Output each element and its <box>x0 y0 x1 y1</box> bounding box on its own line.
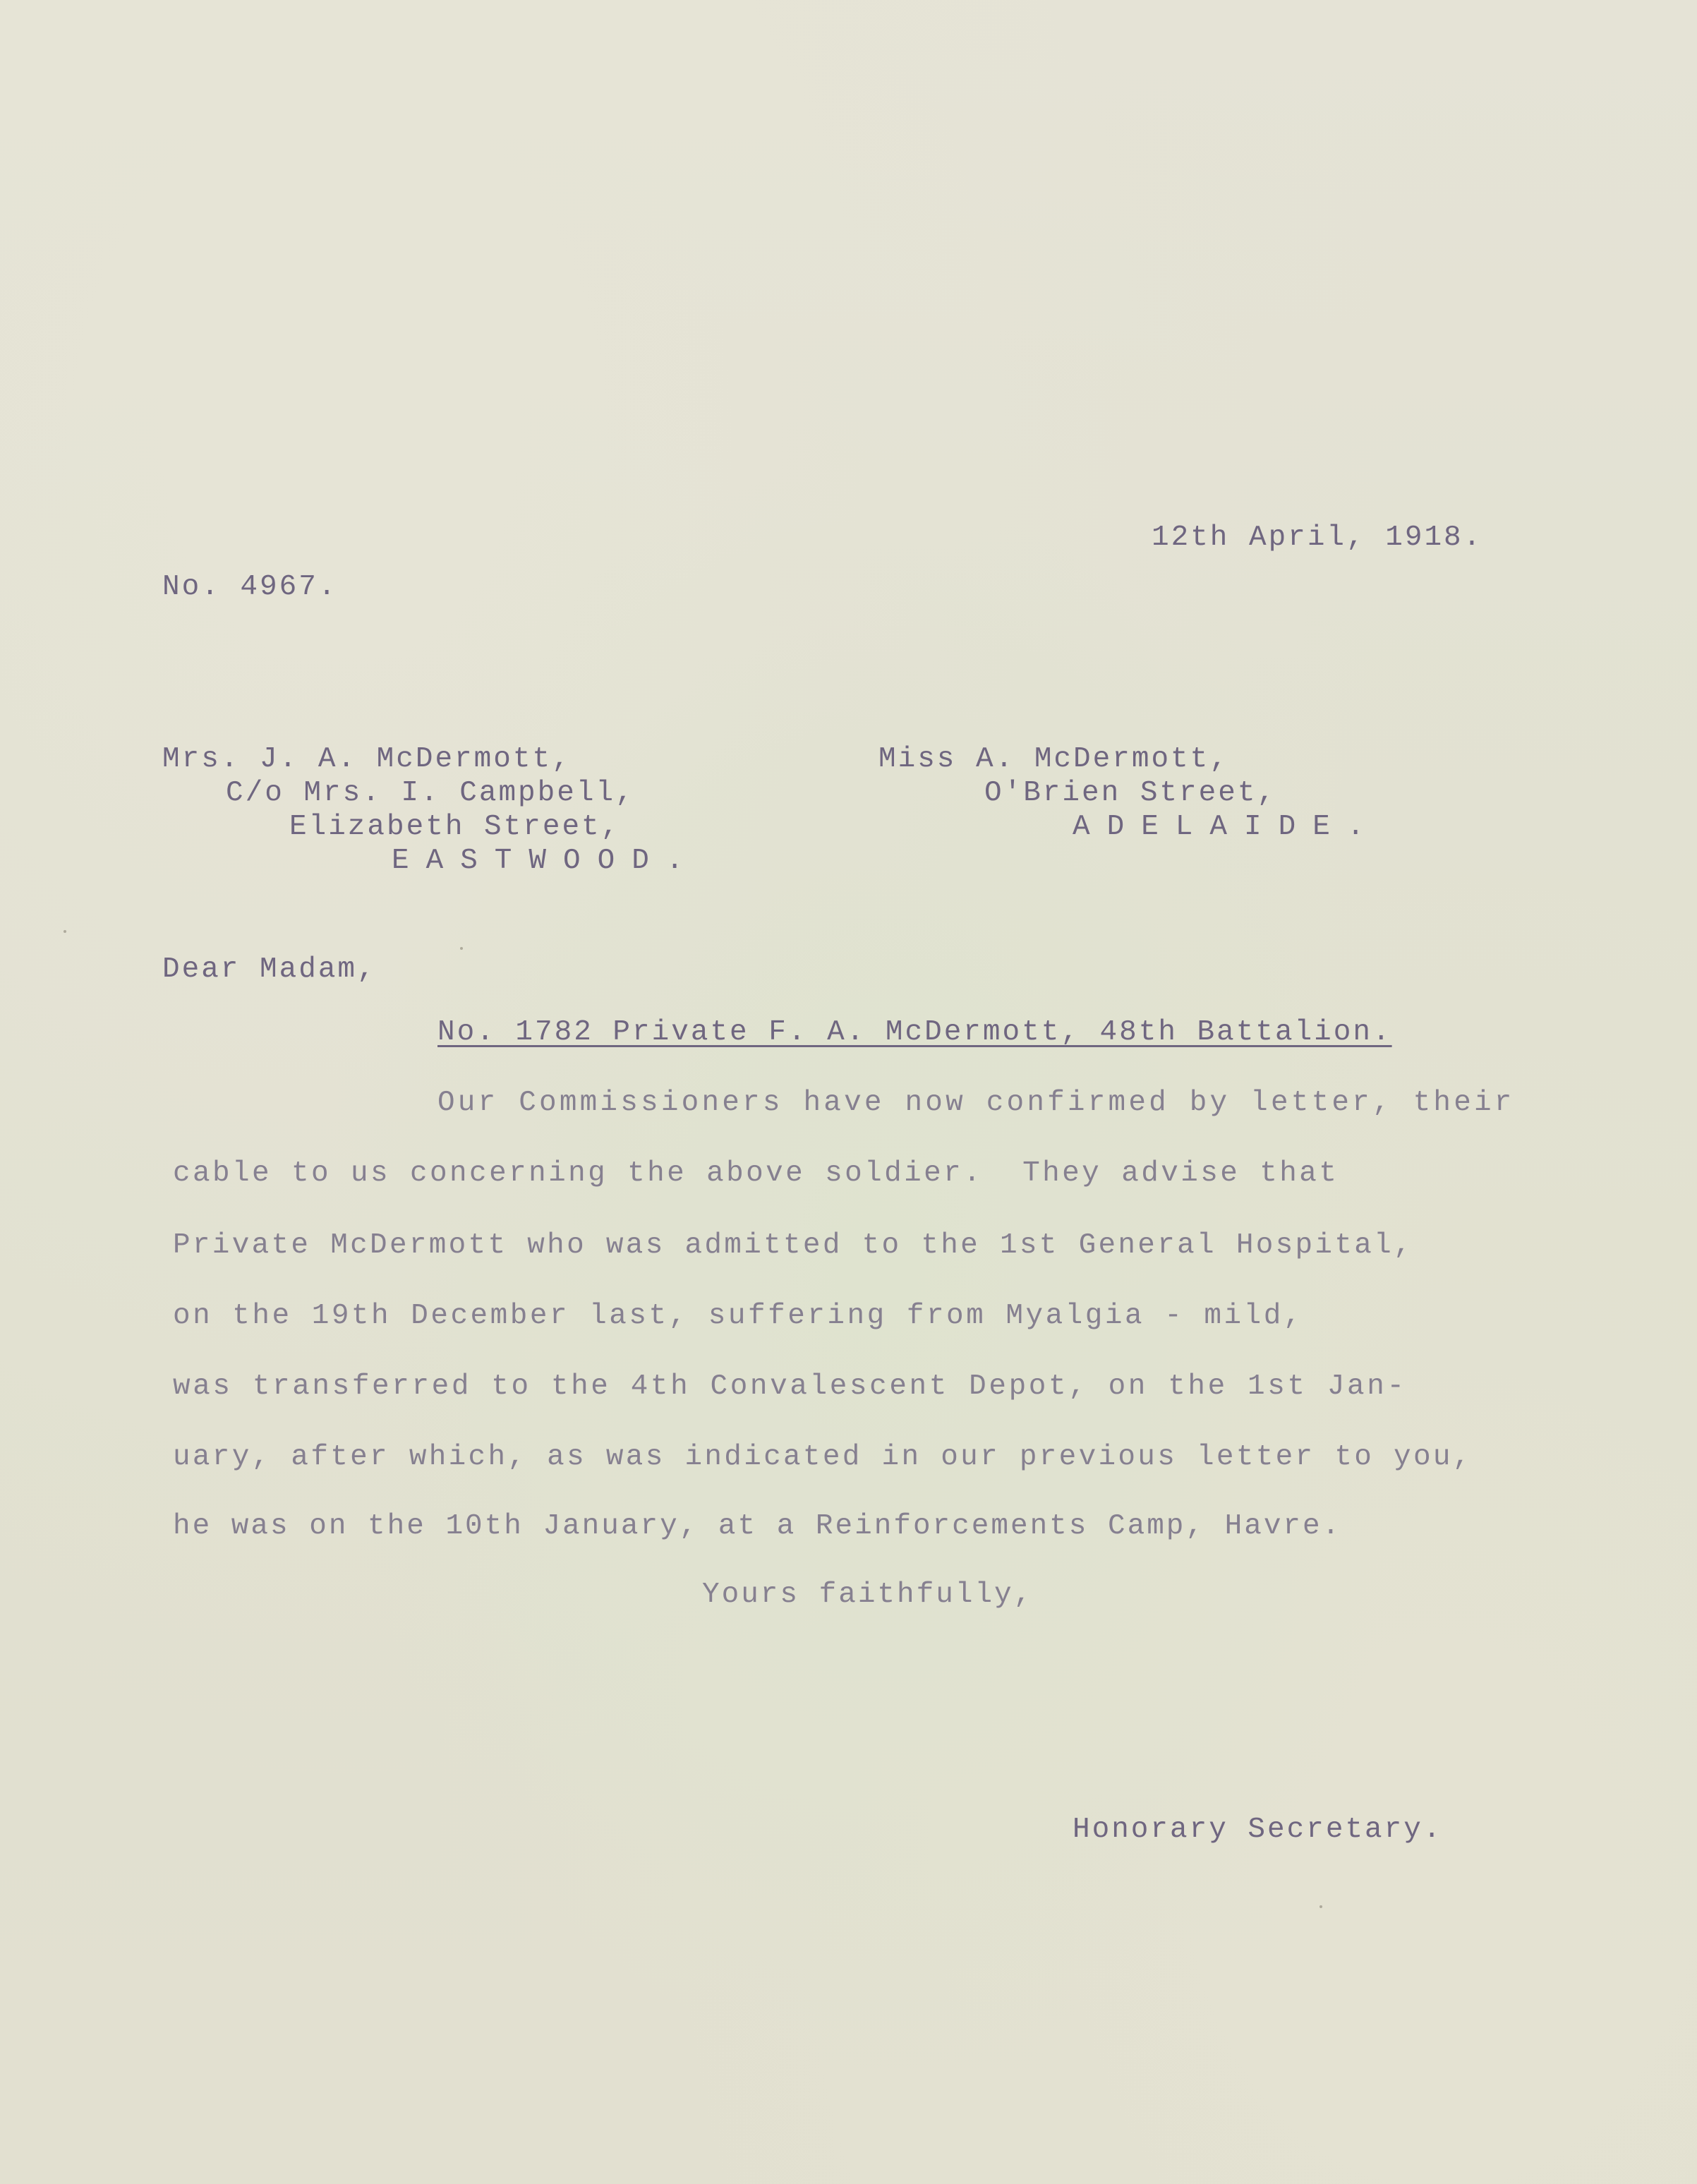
recipient-1-line-1: Mrs. J. A. McDermott, <box>162 743 572 776</box>
body-line: was transferred to the 4th Convalescent Depot, on the 1st Jan- <box>173 1370 1407 1403</box>
recipient-2-line-1: Miss A. McDermott, <box>878 743 1229 776</box>
closing: Yours faithfully, <box>702 1579 1034 1611</box>
recipient-1-line-3: Elizabeth Street, <box>289 811 621 843</box>
paper-speck <box>1319 1905 1322 1908</box>
body-line: Our Commissioners have now confirmed by letter, their <box>437 1087 1515 1119</box>
body-line: on the 19th December last, suffering from Myalgia - mild, <box>173 1300 1303 1332</box>
body-line: he was on the 10th January, at a Reinforcements Camp, Havre. <box>173 1510 1342 1543</box>
recipient-1-line-2: C/o Mrs. I. Campbell, <box>226 777 635 809</box>
recipient-2-line-2: O'Brien Street, <box>984 777 1277 809</box>
reference-number: No. 4967. <box>162 571 338 603</box>
paper-speck <box>64 930 66 933</box>
signature-title: Honorary Secretary. <box>1073 1814 1443 1846</box>
subject-line: No. 1782 Private F. A. McDermott, 48th Battalion. <box>437 1016 1392 1049</box>
recipient-2-line-3: ADELAIDE. <box>1073 811 1382 843</box>
body-line: cable to us concerning the above soldier. They advise that <box>173 1157 1339 1190</box>
recipient-1-line-4: EASTWOOD. <box>392 845 701 877</box>
paper-speck <box>460 947 463 950</box>
letter-date: 12th April, 1918. <box>1152 521 1483 554</box>
body-line: Private McDermott who was admitted to the 1st General Hospital, <box>173 1229 1413 1262</box>
body-line: uary, after which, as was indicated in our previous letter to you, <box>173 1441 1473 1473</box>
salutation: Dear Madam, <box>162 953 377 986</box>
